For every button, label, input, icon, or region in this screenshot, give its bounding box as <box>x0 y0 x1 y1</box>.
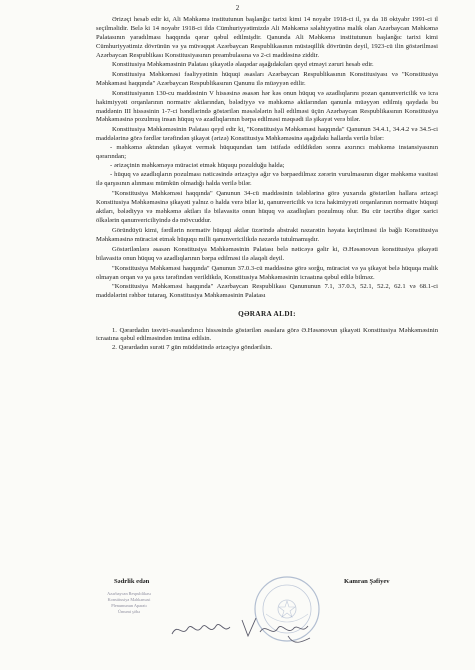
document-body <box>96 16 438 353</box>
body-paragraph: Göstərilənlərə əsasən Konstitusiya Məhkəməsinin Palatası belə nəticəyə gəlir ki, Ə.Həsənovun konstitusiya şikayəti bilavasitə onun hüquq və azadlıqlarının bərpa edilməsi ilə əlaqəli deyil. <box>96 245 438 262</box>
stamp-line: Konstitusiya Məhkəməsi <box>107 597 151 602</box>
handwritten-note-icon <box>170 612 320 650</box>
body-paragraph: - hüquq və azadlıqların pozulması nəticəsində ərizəçiyə ağır və bərpaedilməz zərərin vurulmasının digər məhkəmə vasitəsi ilə qarşısının alınması mümkün olmadığı halda verilə bilər. <box>96 171 438 188</box>
body-paragraph: "Konstitusiya Məhkəməsi haqqında" Qanunun 34-cü maddəsinin tələblərinə görə yuxarıda göstərilən hallara ərizəçi Konstitusiya Məhkəməsinə şikayəti yalnız o halda verə bilər ki, qanunvericilik və icra hakimiyyəti orqanlarının normativ hüquqi aktları, bələdiyyə və məhkəmə aktları ilə bilavasitə onun hüquq və azadlıqları pozulmuş olur. Bu cür təcrübə digər xarici ölkələrin qanunvericiliyində də mövcuddur. <box>96 190 438 224</box>
presiding-judge-label: Sədrlik edən <box>114 578 150 585</box>
body-paragraph: - məhkəmə aktından şikayət vermək hüququndan tam istifadə edildikdən sonra axırıncı məhkəmə instansiyasının qərarından; <box>96 144 438 161</box>
office-stamp <box>96 591 162 615</box>
body-paragraph: - ərizəçinin məhkəməyə müraciət etmək hüququ pozulduğu halda; <box>110 162 285 170</box>
body-paragraph: Göründüyü kimi, fərdlərin normativ hüquqi aktlar üzərində abstrakt nəzarətin həyata keçirilməsi ilə bağlı Konstitusiya Məhkəməsinə müraciət etmək hüququ milli qanunvericilikdə nəzərdə tutulmamışdır. <box>96 226 438 243</box>
body-paragraph: Konstitusiya Məhkəməsinin Palatası şikayətlə əlaqədar aşağıdakıları qeyd etməyi zəruri hesab edir. <box>112 60 374 68</box>
judge-name: Kamran Şəfiyev <box>344 578 390 585</box>
body-paragraph: Konstitusiyanın 130-cu maddəsinin V hissəsinə əsasən hər kəs onun hüquq və azadlıqlarını pozan qanunvericilik və icra hakimiyyəti orqanlarının normativ aktlarından, bələdiyyə və məhkəmə aktlarından qanunla müəyyən edilmiş qaydada bu maddənin III hissəsinin 1-7-ci bəndlərində göstərilən məsələlərin həll edilməsi üçün Azərbaycan Respublikasının Konstitusiya Məhkəməsinə pozulmuş insan hüquq və azadlıqlarının bərpa edilməsi məqsədi ilə şikayət verə bilər. <box>96 89 438 124</box>
body-paragraph: Konstitusiya Məhkəməsinin Palatası qeyd edir ki, "Konstitusiya Məhkəməsi haqqında" Qanunun 34.4.1, 34.4.2 və 34.5-ci maddələrinə görə fərdlər tərəfindən şikayət (ərizə) Konstitusiya Məhkəməsinə aşağıdakı hallarda verilə bilər: <box>96 126 438 143</box>
body-paragraph: "Konstitusiya Məhkəməsi haqqında" Azərbaycan Respublikası Qanununun 7.1, 37.0.3, 52.1, 52.2, 62.1 və 68.1-ci maddələrini rəhbər tutaraq, Konstitusiya Məhkəməsinin Palatası <box>96 282 438 299</box>
body-paragraph: Konstitusiya Məhkəməsi fəaliyyətinin hüquqi əsasları Azərbaycan Respublikasının Konstitusiyası və "Konstitusiya Məhkəməsi haqqında" Azərbaycan Respublikasının Qanunu ilə müəyyən edilir. <box>96 70 438 87</box>
body-paragraph: "Konstitusiya Məhkəməsi haqqında" Qanunun 37.0.3-cü maddəsinə görə sorğu, müraciət və ya şikayət belə hüquqa malik olmayan orqan və ya şəxs tərəfindən verildikdə, Konstitusiya Məhkəməsinin icraatına qəbul edilə bilməz. <box>96 264 438 281</box>
body-paragraphs <box>96 16 438 301</box>
stamp-line: Azərbaycan Respublikası <box>107 591 151 596</box>
stamp-line: Ümumi şöbə <box>117 609 141 614</box>
body-paragraph: Ərizəçi hesab edir ki, Ali Məhkəmə institutunun başlanğıc tarixi kimi 14 noyabr 1918-ci il, ya da 18 oktyabr 1991-ci il seçilməlidir. Belə ki 14 noyabr 1918-ci ildə Cümhuriyyətimizdə Ali Məhkəmə səlahiyyətinə malik olan Azərbaycan Məhkəmə Palatasının yaradılması haqqında qərar qəbul edilmişdir. Qanunda Ali Məhkəmə institutunun başlanğıc tarixi kimi Cümhuriyyətimiz dövrünün və ya müvəqqət Azərbaycan Respublikasının müstəqillik dövrünün deyil, 1923-cü ilin göstərilməsi Azərbaycan Respublikası Konstitusiyasının preambulasına və 2-ci maddəsinə ziddir. <box>96 16 438 59</box>
page-number: 2 <box>235 4 240 12</box>
decision-item: 2. Qərardadın surəti 7 gün müddətində ərizəçiyə göndərilsin. <box>112 344 273 352</box>
stamp-line: Plenumunun Aparatı <box>111 603 147 608</box>
decision-item: 1. Qərardadın təsviri-əsaslandırıcı hissəsində göstərilən əsaslara görə Ə.Həsənovun şikayəti Konstitusiya Məhkəməsinin icraatına qəbul edilməsindən imtina edilsin. <box>96 326 438 343</box>
decision-heading: QƏRARA ALDI: <box>238 309 296 318</box>
decision-list <box>96 327 438 354</box>
